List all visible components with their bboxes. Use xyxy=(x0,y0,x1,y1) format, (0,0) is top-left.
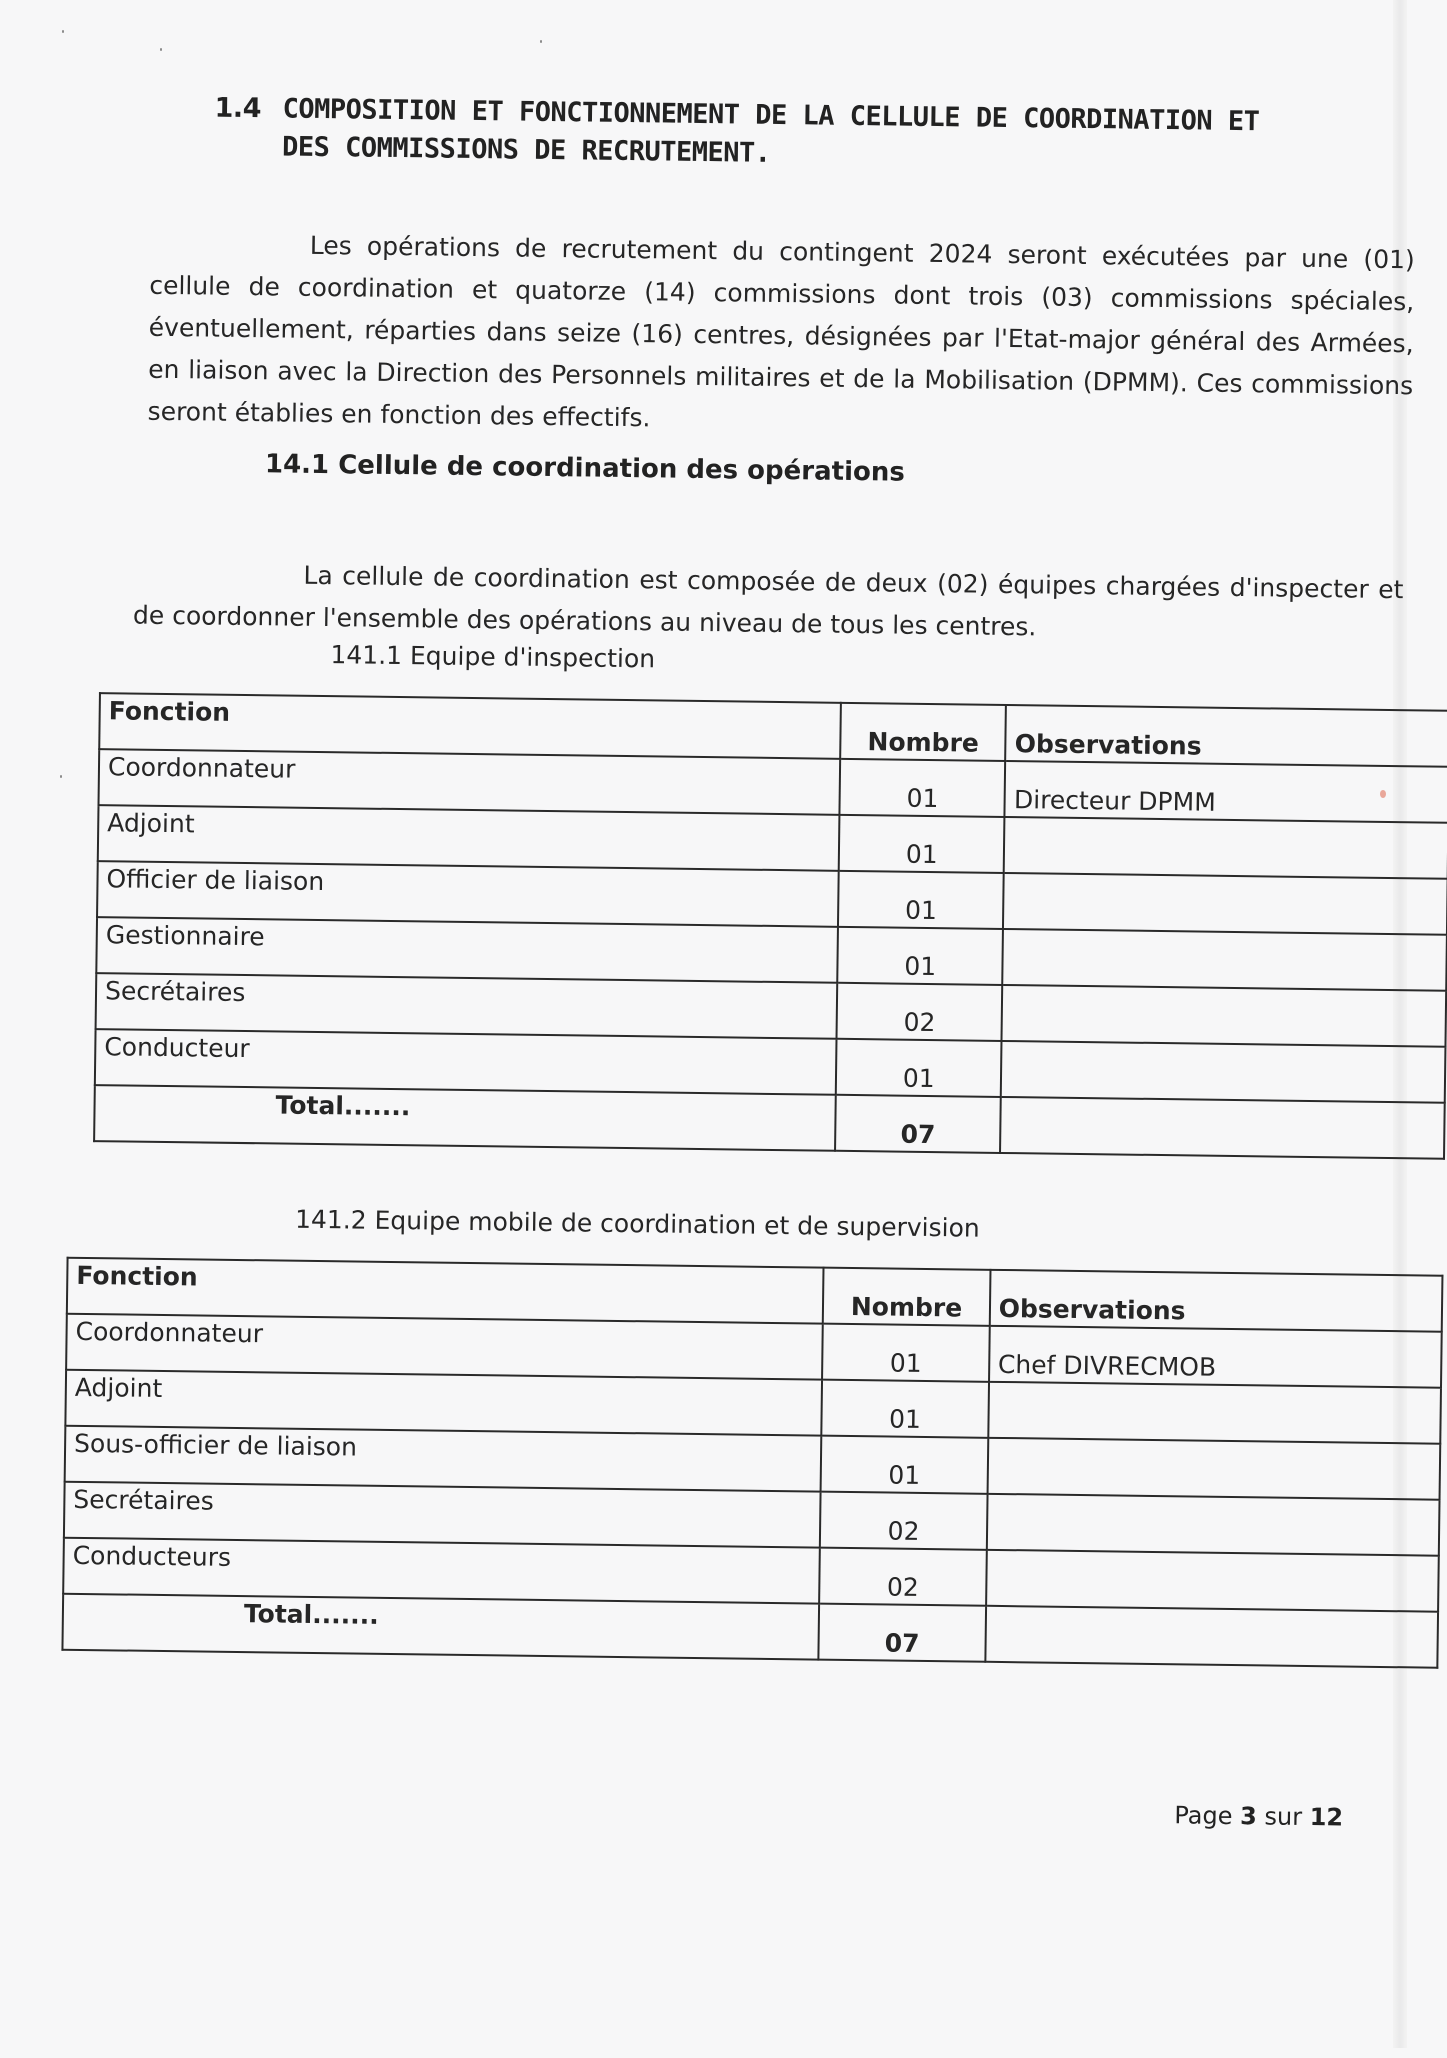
cell-fonction: Conducteur xyxy=(95,1029,837,1095)
mobile-team-table xyxy=(61,1257,1443,1669)
scan-speck xyxy=(160,48,162,51)
total-observations xyxy=(1000,1097,1444,1159)
cell-observations xyxy=(1003,929,1447,991)
page-label: Page xyxy=(1174,1801,1233,1831)
cell-observations xyxy=(988,1382,1441,1444)
cell-nombre: 01 xyxy=(821,1436,988,1494)
header-observations: Observations xyxy=(1005,705,1447,767)
cell-fonction: Gestionnaire xyxy=(96,917,838,983)
header-fonction: Fonction xyxy=(67,1258,824,1324)
section-heading-line-2: DES COMMISSIONS DE RECRUTEMENT. xyxy=(281,131,771,169)
cell-fonction: Conducteurs xyxy=(63,1538,820,1604)
cell-fonction: Adjoint xyxy=(65,1370,822,1436)
cell-observations: Chef DIVRECMOB xyxy=(989,1326,1442,1388)
cell-nombre: 01 xyxy=(822,1324,989,1382)
cell-nombre: 01 xyxy=(839,815,1005,873)
cell-nombre: 01 xyxy=(838,871,1004,929)
cell-fonction: Secrétaires xyxy=(64,1482,821,1548)
header-observations: Observations xyxy=(989,1270,1442,1332)
header-nombre: Nombre xyxy=(840,703,1006,761)
cell-observations xyxy=(987,1438,1440,1500)
page-total: 12 xyxy=(1309,1803,1344,1832)
page-number xyxy=(1174,1801,1343,1831)
total-label: Total....... xyxy=(62,1594,819,1660)
page-sep: sur xyxy=(1264,1802,1303,1831)
page-current: 3 xyxy=(1239,1802,1257,1831)
intro-paragraph: Les opérations de recrutement du contingent 2024 seront exécutées par une (01) cellule de coordination et quatorze (14) commissions dont trois (03) commissions spéciales, éventuellement, réparties dans seize (16) centres, désignées par l'Etat-major général des Armées, en liaison avec la Direction des Personnels militaires et de la Mobilisation (DPMM). Ces commissions seront établies en fonction des effectifs. xyxy=(147,230,1415,433)
cell-nombre: 02 xyxy=(837,983,1003,1041)
inspection-team-table xyxy=(93,692,1447,1160)
cell-observations xyxy=(987,1494,1440,1556)
cell-nombre: 02 xyxy=(820,1492,987,1550)
section-number: 1.4 xyxy=(214,92,262,125)
subsection-title: 14.1 Cellule de coordination des opérations xyxy=(264,449,906,488)
scan-speck xyxy=(540,40,542,43)
header-nombre: Nombre xyxy=(823,1268,990,1326)
cell-nombre: 01 xyxy=(837,927,1003,985)
table-2-title: 141.2 Equipe mobile de coordination et de supervision xyxy=(294,1204,980,1243)
cell-fonction: Secrétaires xyxy=(96,973,838,1039)
cell-nombre: 01 xyxy=(822,1380,989,1438)
cell-fonction: Sous-officier de liaison xyxy=(65,1426,822,1492)
total-value: 07 xyxy=(835,1095,1001,1153)
cell-fonction: Adjoint xyxy=(98,805,840,871)
scan-speck xyxy=(62,30,64,33)
section-heading-line-1: COMPOSITION ET FONCTIONNEMENT DE LA CELLULE DE COORDINATION ET xyxy=(282,93,1260,138)
scan-stain xyxy=(1380,790,1386,798)
cell-observations xyxy=(986,1550,1439,1612)
table-1-title: 141.1 Equipe d'inspection xyxy=(330,640,656,674)
cell-fonction: Coordonnateur xyxy=(98,749,840,815)
cell-observations xyxy=(1003,873,1447,935)
cell-nombre: 01 xyxy=(836,1039,1002,1097)
cell-observations: Directeur DPMM xyxy=(1005,761,1447,823)
cell-nombre: 02 xyxy=(819,1548,986,1606)
cell-observations xyxy=(1001,1041,1445,1103)
total-observations xyxy=(985,1606,1438,1668)
cell-observations xyxy=(1002,985,1446,1047)
section-heading xyxy=(216,90,1417,182)
total-label: Total....... xyxy=(94,1085,836,1151)
header-fonction: Fonction xyxy=(99,693,841,759)
scan-speck xyxy=(60,775,62,778)
cell-nombre: 01 xyxy=(840,759,1006,817)
total-value: 07 xyxy=(819,1604,986,1662)
cell-observations xyxy=(1004,817,1447,879)
cell-fonction: Officier de liaison xyxy=(97,861,839,927)
cell-fonction: Coordonnateur xyxy=(66,1314,823,1380)
subsection-paragraph: La cellule de coordination est composée de deux (02) équipes chargées d'inspecter et de coordonner l'ensemble des opérations au niveau de tous les centres. xyxy=(132,560,1404,642)
